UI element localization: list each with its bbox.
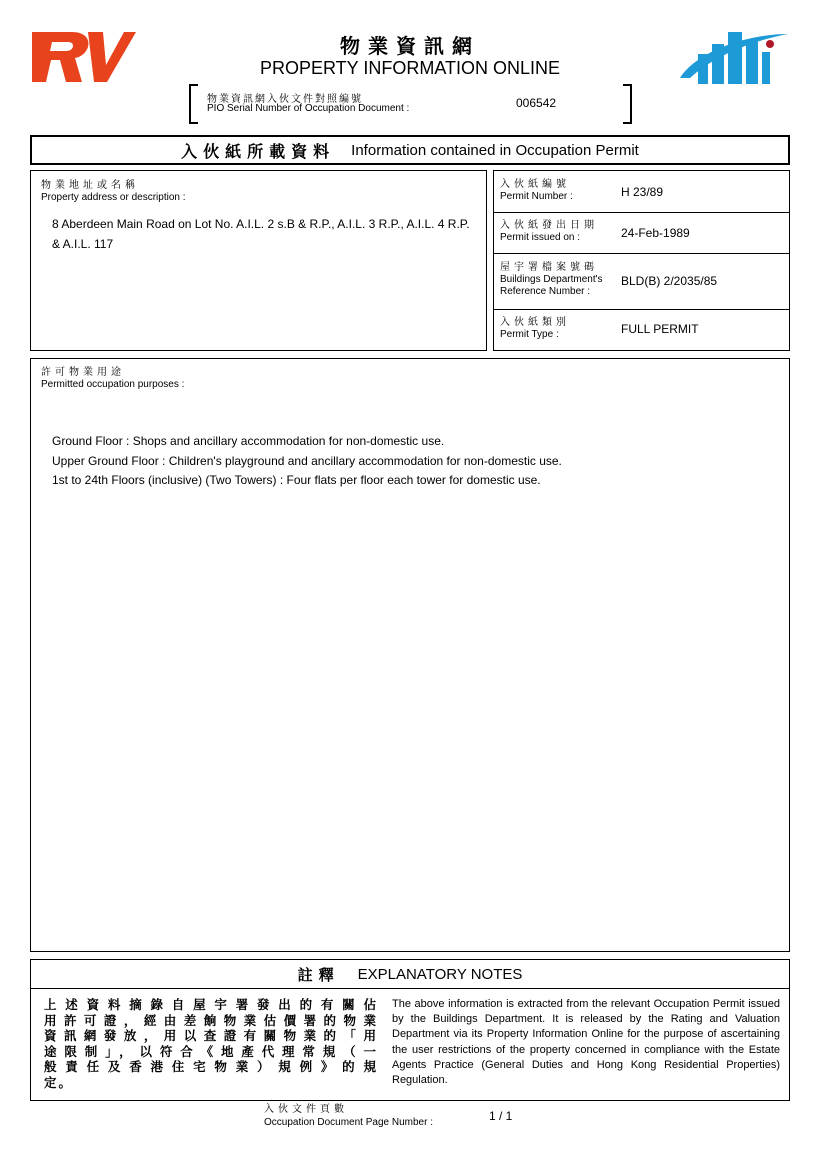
permit-date-label-en: Permit issued on : xyxy=(500,232,581,243)
title-zh: 物業資訊網 xyxy=(340,34,480,58)
permit-type-label xyxy=(500,317,570,341)
notes-text-zh xyxy=(44,997,378,1090)
permit-heading-zh: 入伙紙所載資料 xyxy=(181,141,336,161)
address-label-zh: 物業地址或名稱 xyxy=(41,180,139,191)
permit-number-label-zh: 入伙紙編號 xyxy=(500,179,570,190)
notes-zh-line: 定。 xyxy=(44,1074,74,1090)
right-bracket xyxy=(623,84,632,124)
occupation-line: Upper Ground Floor : Children's playground and ancillary accommodation for non-domestic use. xyxy=(52,453,562,468)
address-label xyxy=(41,180,186,204)
permit-date-value: 24-Feb-1989 xyxy=(621,226,690,240)
notes-zh-line: 資訊網發放，用以查證有關物業的「用 xyxy=(44,1028,378,1043)
permit-date-label xyxy=(500,220,598,244)
page-number-value: 1 / 1 xyxy=(489,1109,513,1123)
occupation-label xyxy=(41,367,184,391)
occupation-label-en: Permitted occupation purposes : xyxy=(41,379,185,390)
permit-type-label-zh: 入伙紙類別 xyxy=(500,317,570,328)
page-label-en: Occupation Document Page Number : xyxy=(264,1117,433,1128)
notes-zh-line: 上述資料摘錄自屋宇署發出的有關佔 xyxy=(44,997,378,1012)
reference-label-en: Buildings Department's xyxy=(500,274,603,285)
permit-date-label-zh: 入伙紙發出日期 xyxy=(500,220,598,231)
serial-value: 006542 xyxy=(516,96,557,110)
occupation-line: 1st to 24th Floors (inclusive) (Two Towers) : Four flats per floor each tower for domestic use. xyxy=(52,473,541,487)
permit-type-value: FULL PERMIT xyxy=(621,322,699,336)
notes-heading-zh: 註釋 xyxy=(297,965,340,984)
permit-heading-en: Information contained in Occupation Permit xyxy=(351,141,639,159)
reference-number-label xyxy=(500,262,603,298)
permit-number-label-en: Permit Number : xyxy=(500,191,573,202)
notes-zh-line: 般責任及香港住宅物業）規例》的規 xyxy=(44,1059,378,1074)
address-value: 8 Aberdeen Main Road on Lot No. A.I.L. 2 s.B & R.P., A.I.L. 3 R.P., A.I.L. 4 R.P. & A.I.L. 117 xyxy=(52,217,470,251)
reference-label-zh: 屋宇署檔案號碼 xyxy=(500,262,598,273)
reference-label-en-2: Reference Number : xyxy=(500,286,591,297)
left-bracket xyxy=(189,84,198,124)
serial-label-zh: 物業資訊網入伙文件對照編號 xyxy=(207,94,363,105)
reference-number-value: BLD(B) 2/2035/85 xyxy=(621,274,718,288)
notes-zh-line: 用許可證，經由差餉物業估價署的物業 xyxy=(44,1012,378,1028)
permit-type-label-en: Permit Type : xyxy=(500,329,559,340)
occupation-label-zh: 許可物業用途 xyxy=(41,367,125,378)
occupation-line: Ground Floor : Shops and ancillary accommodation for non-domestic use. xyxy=(52,434,445,448)
permit-number-label xyxy=(500,179,573,203)
serial-label-en: PIO Serial Number of Occupation Document : xyxy=(207,103,410,114)
address-label-en: Property address or description : xyxy=(41,192,186,203)
notes-heading-en: EXPLANATORY NOTES xyxy=(357,965,523,983)
occupation-purposes-list xyxy=(52,432,772,491)
title-en: PROPERTY INFORMATION ONLINE xyxy=(259,58,561,78)
notes-text-en: The above information is extracted from the relevant Occupation Permit issued by the Buildings Department. It is released by the Rating and Valuation Department via its Property Information Online for the purpose of ascertaining the user restrictions of the property concerned in compliance with the Estate Agents Practice (General Duties and Hong Kong Residential Properties) Regulation. xyxy=(392,998,780,1087)
page-label-zh: 入伙文件頁數 xyxy=(264,1104,348,1115)
permit-section-heading xyxy=(30,135,790,165)
notes-heading xyxy=(30,959,790,989)
notes-zh-line: 途限制」，以符合《地產代理常規（一 xyxy=(44,1043,378,1059)
permit-number-value: H 23/89 xyxy=(621,185,664,199)
